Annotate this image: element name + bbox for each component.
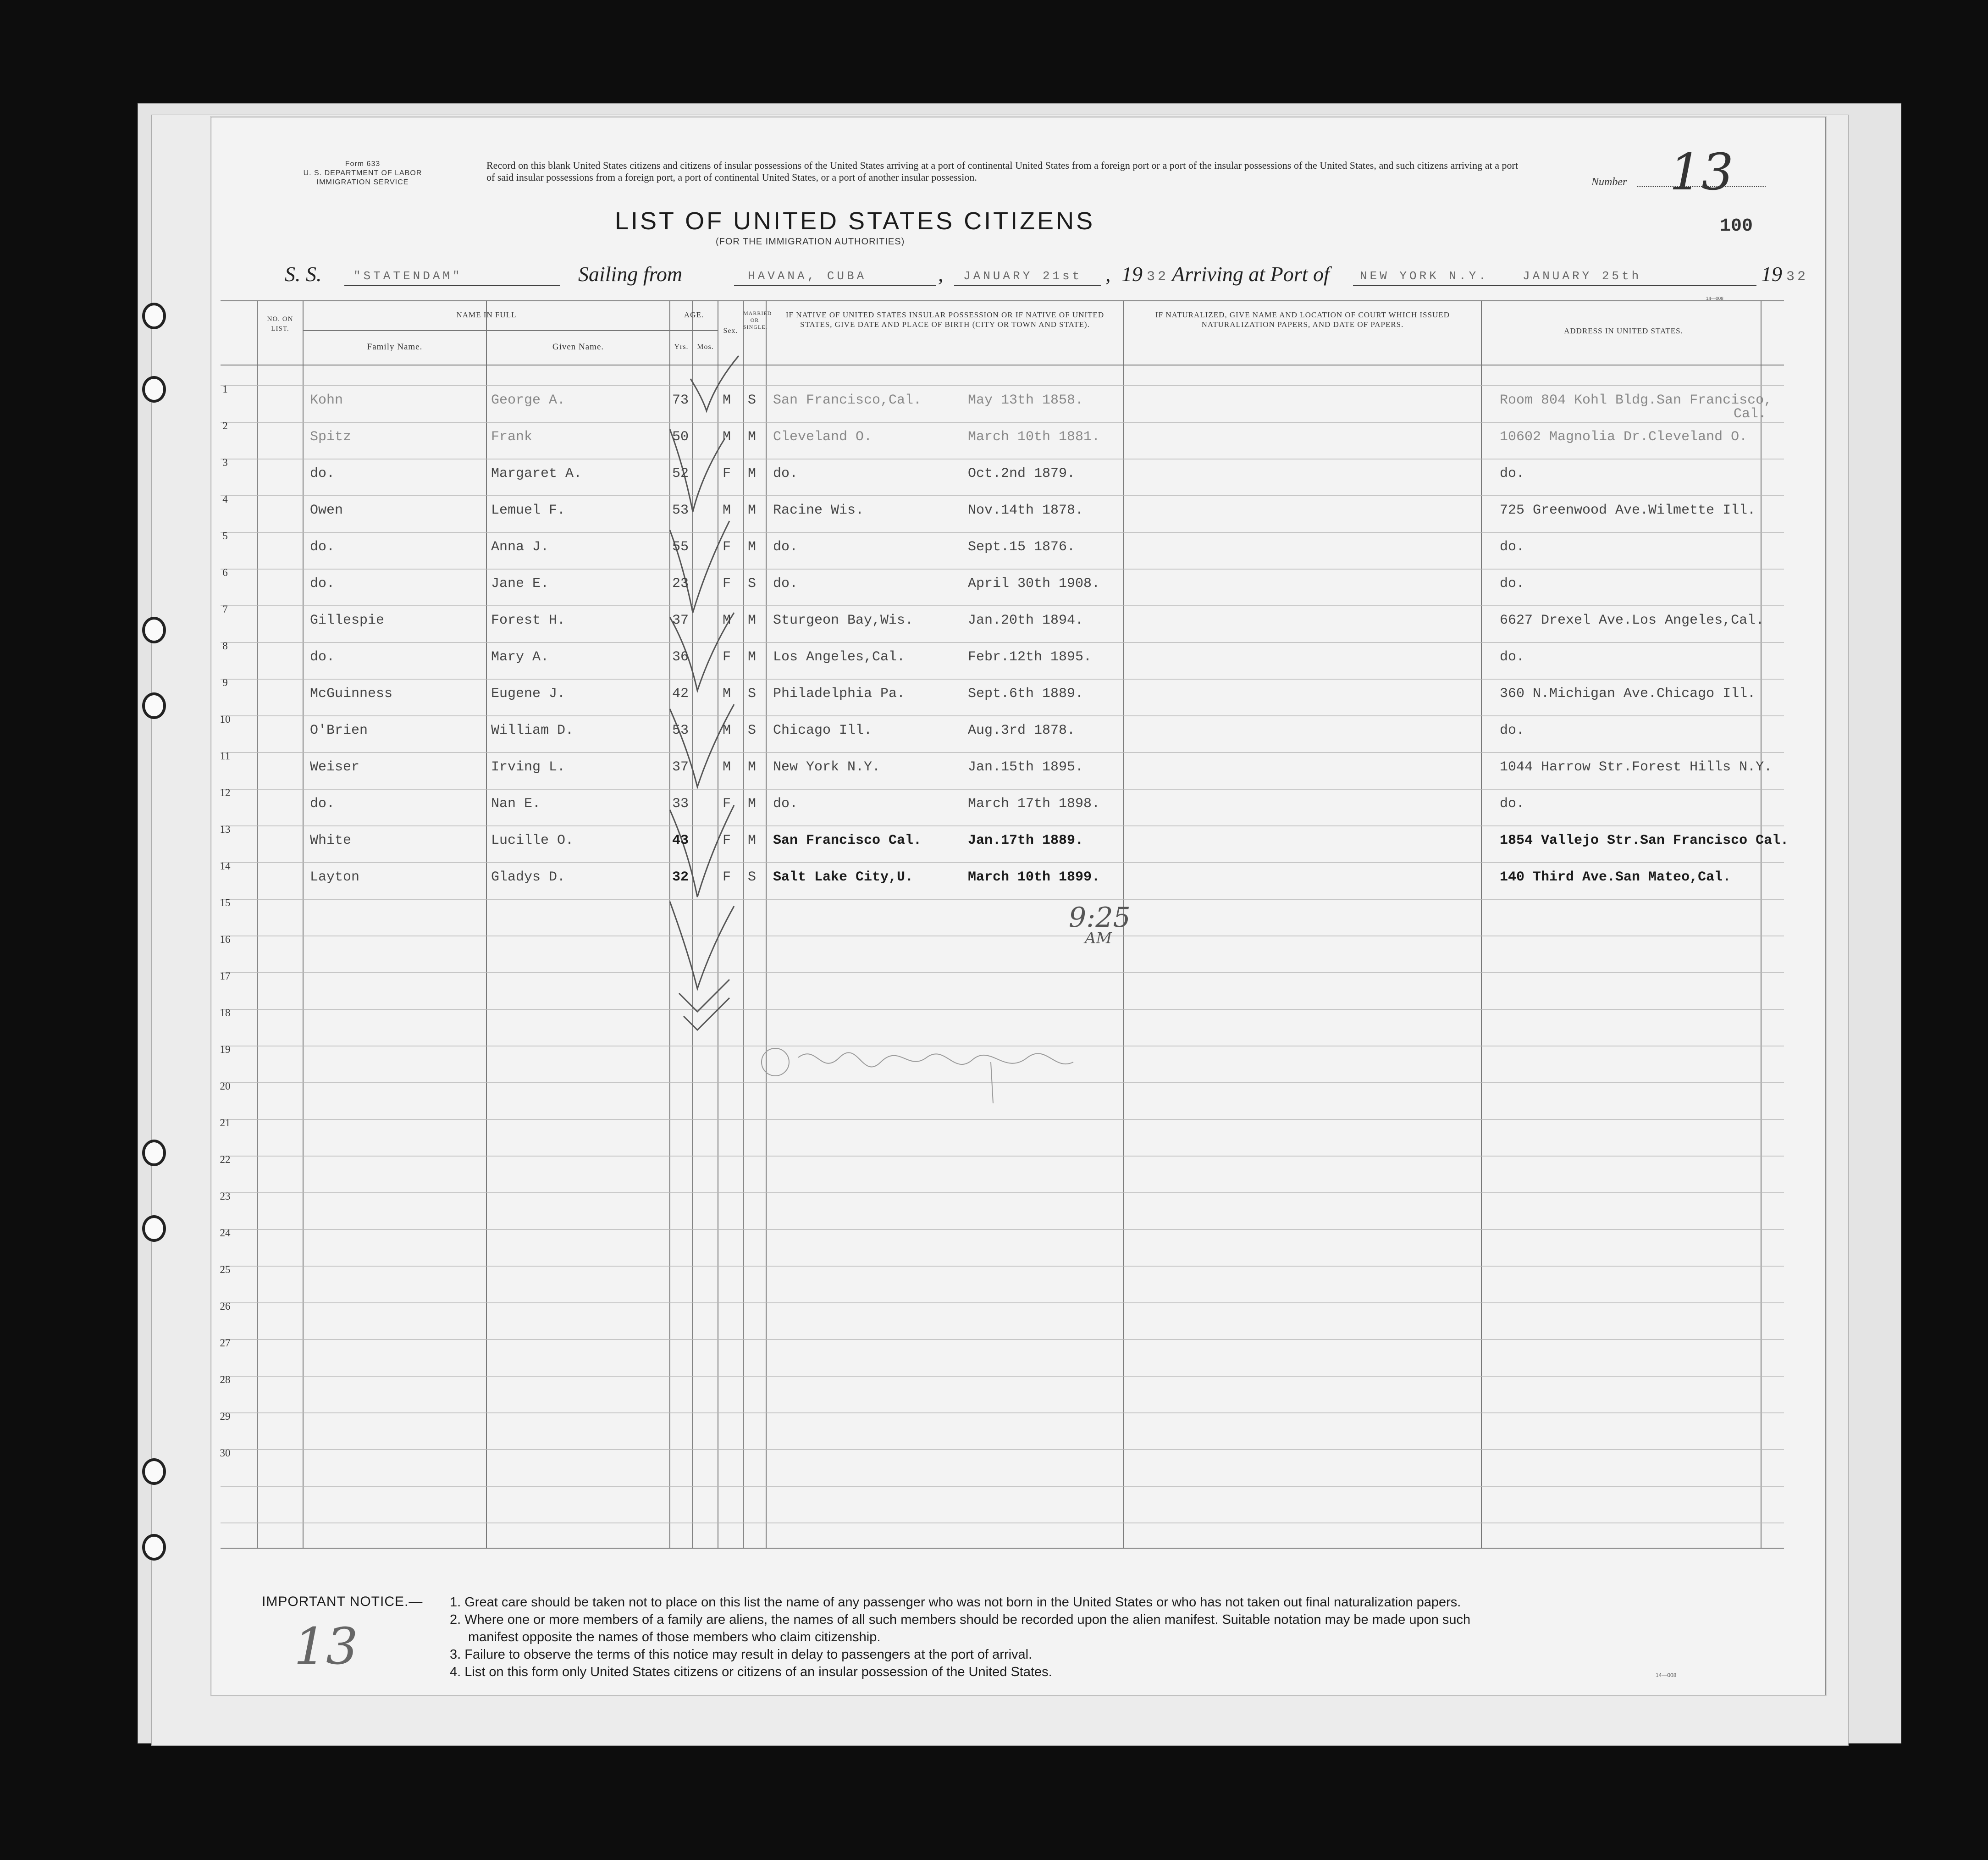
age-cell: 53 [672,723,689,738]
age-cell: 36 [672,649,689,665]
row-number: 24 [220,1227,231,1239]
row-number: 26 [220,1301,231,1312]
form-number: Form 633 [345,160,381,168]
handwritten-time: 9:25 [1069,902,1131,934]
print-code: 14—008 [1706,296,1723,301]
address-cell: do. [1500,576,1525,592]
birth-place-cell: do. [773,466,798,482]
sex-cell: F [723,833,731,848]
row-number: 10 [220,714,231,725]
given-name-cell: George A. [491,393,566,408]
binder-hole-icon [142,1140,166,1166]
age-cell: 23 [672,576,689,592]
sex-cell: F [723,576,731,592]
row-number: 14 [220,860,231,872]
marital-status-cell: M [748,429,757,445]
sex-cell: M [723,723,731,738]
sex-cell: M [723,686,731,702]
sailing-from-label: Sailing from [578,262,683,286]
birth-date-cell: Jan.15th 1895. [968,759,1084,775]
birth-date-cell: May 13th 1858. [968,393,1084,408]
birth-place-cell: New York N.Y. [773,759,881,775]
header-age: AGE. [684,310,704,319]
age-cell: 53 [672,503,689,518]
family-name-cell: Spitz [310,429,352,445]
address-cell: do. [1500,649,1525,665]
page-title: LIST OF UNITED STATES CITIZENS [615,207,1095,235]
row-number: 7 [222,603,228,615]
address-cell: 725 Greenwood Ave.Wilmette Ill. [1500,503,1756,518]
family-name-cell: do. [310,539,335,555]
department-name: U. S. DEPARTMENT OF LABOR [303,169,422,177]
birth-date-cell: Febr.12th 1895. [968,649,1092,665]
sex-cell: M [723,429,731,445]
given-name-cell: Lemuel F. [491,503,566,518]
notice-code: 14—008 [1656,1672,1677,1678]
row-number: 11 [220,750,231,762]
header-given-name: Given Name. [552,342,604,352]
sex-cell: F [723,539,731,555]
notice-line-1: 1. Great care should be taken not to place on this list the name of any passenger who was not born in the United States or who has not taken out final naturalization papers. [450,1595,1461,1610]
stamp-number: 100 [1720,216,1753,237]
birth-place-cell: do. [773,539,798,555]
given-name-cell: Irving L. [491,759,566,775]
header-native-birth: IF NATIVE OF UNITED STATES INSULAR POSSESSION OR IF NATIVE OF UNITED STATES, GIVE DATE AND PLACE OF BIRTH (CITY OR TOWN AND STATE). [785,310,1104,329]
notice-title: IMPORTANT NOTICE.— [262,1594,423,1609]
ss-label: S. S. [285,262,322,286]
birth-place-cell: San Francisco,Cal. [773,393,922,408]
family-name-cell: Owen [310,503,343,518]
birth-date-cell: Sept.6th 1889. [968,686,1084,702]
address-cell: do. [1500,539,1525,555]
age-cell: 50 [672,429,689,445]
header-family-name: Family Name. [367,342,423,352]
family-name-cell: do. [310,576,335,592]
notice-line-2: 2. Where one or more members of a family are aliens, the names of all such members should be recorded upon the alien manifest. Suitable notation may be made upon such [450,1612,1471,1627]
address-cell: 140 Third Ave.San Mateo,Cal. [1500,869,1731,885]
row-number: 15 [220,897,231,908]
given-name-cell: Forest H. [491,613,566,628]
row-number: 23 [220,1190,231,1202]
family-name-cell: do. [310,466,335,482]
row-number: 30 [220,1447,231,1459]
family-name-cell: White [310,833,352,848]
header-address: ADDRESS IN UNITED STATES. [1564,327,1683,335]
row-number: 3 [222,457,228,468]
arrival-year-prefix: 19 [1761,262,1782,286]
sex-cell: M [723,393,731,408]
notice-line-4: 4. List on this form only United States citizens or citizens of an insular possession of the United States. [450,1665,1052,1679]
marital-status-cell: S [748,723,757,738]
row-number: 13 [220,824,231,835]
number-label: Number [1591,176,1627,188]
age-cell: 52 [672,466,689,482]
marital-status-cell: M [748,503,757,518]
binder-hole-icon [142,303,166,329]
header-naturalized: IF NATURALIZED, GIVE NAME AND LOCATION OF COURT WHICH ISSUED NATURALIZATION PAPERS, AND DATE OF PAPERS. [1155,310,1450,329]
table-grid [211,117,1825,1695]
header-years: Yrs. [674,343,689,351]
binder-hole-icon [142,617,166,643]
comma: , [938,262,944,286]
birth-place-cell: Salt Lake City,U. [773,869,914,885]
marital-status-cell: S [748,869,757,885]
age-cell: 43 [672,833,689,848]
birth-place-cell: do. [773,576,798,592]
row-number: 1 [222,383,228,395]
family-name-cell: McGuinness [310,686,393,702]
address-cell: 10602 Magnolia Dr.Cleveland O. [1500,429,1748,445]
sailing-date: JANUARY 21st [963,269,1082,283]
row-number: 9 [222,677,228,688]
binder-hole-icon [142,692,166,719]
list-number: 13 [1669,143,1734,201]
comma: , [1105,262,1111,286]
row-number: 21 [220,1117,231,1129]
binder-hole-icon [142,1458,166,1485]
birth-date-cell: Jan.17th 1889. [968,833,1084,848]
given-name-cell: William D. [491,723,574,738]
sex-cell: M [723,759,731,775]
header-married-single: MARRIED OR SINGLE. [743,310,772,330]
given-name-cell: Anna J. [491,539,549,555]
given-name-cell: Jane E. [491,576,549,592]
age-cell: 55 [672,539,689,555]
manifest-sheet [211,117,1826,1695]
marital-status-cell: M [748,833,757,848]
marital-status-cell: M [748,466,757,482]
birth-date-cell: March 17th 1898. [968,796,1100,812]
birth-date-cell: March 10th 1881. [968,429,1100,445]
address-cell: Room 804 Kohl Bldg.San Francisco, [1500,393,1773,408]
given-name-cell: Nan E. [491,796,541,812]
sex-cell: F [723,869,731,885]
birth-place-cell: San Francisco Cal. [773,833,922,848]
age-cell: 73 [672,393,689,408]
header-sex: Sex. [723,327,738,335]
marital-status-cell: S [748,576,757,592]
row-number: 20 [220,1080,231,1092]
row-number: 28 [220,1374,231,1385]
family-name-cell: O'Brien [310,723,368,738]
row-number: 2 [222,420,228,432]
notice-line-3: 3. Failure to observe the terms of this notice may result in delay to passengers at the port of arrival. [450,1647,1033,1662]
row-number: 25 [220,1264,231,1275]
row-number: 18 [220,1007,231,1019]
marital-status-cell: M [748,539,757,555]
marital-status-cell: M [748,796,757,812]
marital-status-cell: S [748,686,757,702]
birth-date-cell: March 10th 1899. [968,869,1100,885]
marital-status-cell: S [748,393,757,408]
family-name-cell: do. [310,649,335,665]
birth-date-cell: Oct.2nd 1879. [968,466,1076,482]
sex-cell: M [723,503,731,518]
marital-status-cell: M [748,613,757,628]
row-number: 17 [220,970,231,982]
row-number: 22 [220,1154,231,1165]
family-name-cell: Gillespie [310,613,385,628]
margin-number: 13 [294,1617,358,1676]
sailing-year-prefix: 19 [1121,262,1143,286]
departure-port: HAVANA, CUBA [748,269,867,283]
birth-date-cell: April 30th 1908. [968,576,1100,592]
address-cell: 1854 Vallejo Str.San Francisco Cal. [1500,833,1789,848]
age-cell: 33 [672,796,689,812]
arrival-date: JANUARY 25th [1523,269,1642,283]
header-no-on-list: NO. ON LIST. [267,316,293,332]
age-cell: 32 [672,869,689,885]
row-number: 12 [220,787,231,798]
row-number: 8 [222,640,228,652]
handwritten-ampm: AM [1085,929,1112,947]
family-name-cell: Kohn [310,393,343,408]
address-cell: 1044 Harrow Str.Forest Hills N.Y. [1500,759,1773,775]
birth-date-cell: Nov.14th 1878. [968,503,1084,518]
binder-hole-icon [142,1215,166,1242]
row-number: 27 [220,1337,231,1349]
address-cell: do. [1500,796,1525,812]
age-cell: 42 [672,686,689,702]
row-number: 6 [222,567,228,578]
arrival-year: 32 [1786,269,1809,285]
arriving-label: Arriving at Port of [1172,262,1330,286]
row-number: 19 [220,1044,231,1055]
notice-line-2-cont: manifest opposite the names of those members who claim citizenship. [468,1630,881,1644]
birth-place-cell: Philadelphia Pa. [773,686,906,702]
marital-status-cell: M [748,649,757,665]
given-name-cell: Frank [491,429,533,445]
birth-place-cell: do. [773,796,798,812]
ship-name: "STATENDAM" [353,269,463,283]
row-number: 16 [220,934,231,945]
birth-place-cell: Sturgeon Bay,Wis. [773,613,914,628]
row-number: 4 [222,493,228,505]
binder-hole-icon [142,1534,166,1561]
birth-date-cell: Jan.20th 1894. [968,613,1084,628]
header-name-in-full: NAME IN FULL [456,310,517,319]
birth-place-cell: Chicago Ill. [773,723,873,738]
given-name-cell: Eugene J. [491,686,566,702]
sex-cell: F [723,466,731,482]
address-cell: do. [1500,466,1525,482]
binder-hole-icon [142,376,166,403]
address-cell: 360 N.Michigan Ave.Chicago Ill. [1500,686,1756,702]
family-name-cell: Weiser [310,759,360,775]
birth-place-cell: Los Angeles,Cal. [773,649,906,665]
sex-cell: F [723,796,731,812]
marital-status-cell: M [748,759,757,775]
birth-date-cell: Sept.15 1876. [968,539,1076,555]
given-name-cell: Lucille O. [491,833,574,848]
sailing-year: 32 [1147,269,1169,285]
birth-place-cell: Racine Wis. [773,503,864,518]
address-cell: 6627 Drexel Ave.Los Angeles,Cal. [1500,613,1764,628]
family-name-cell: Layton [310,869,360,885]
row-number: 5 [222,530,228,542]
age-cell: 37 [672,759,689,775]
given-name-cell: Gladys D. [491,869,566,885]
sex-cell: M [723,613,731,628]
page-subtitle: (FOR THE IMMIGRATION AUTHORITIES) [716,237,905,247]
age-cell: 37 [672,613,689,628]
header-months: Mos. [697,343,714,351]
given-name-cell: Margaret A. [491,466,582,482]
form-instructions: Record on this blank United States citizens and citizens of insular possessions of the United States arriving at a port of continental United States from a foreign port or a port of the insular possessions of the United States, and such citizens arriving at a port of said insular possessions from a foreign port, a port of continental United States, or a port of another insular possession. [486,160,1518,183]
address-cell: do. [1500,723,1525,738]
address-cell-continued: Cal. [1734,406,1767,422]
birth-place-cell: Cleveland O. [773,429,873,445]
sex-cell: F [723,649,731,665]
family-name-cell: do. [310,796,335,812]
service-name: IMMIGRATION SERVICE [316,178,409,186]
arrival-port: NEW YORK N.Y. [1360,269,1489,283]
row-number: 29 [220,1411,231,1422]
given-name-cell: Mary A. [491,649,549,665]
birth-date-cell: Aug.3rd 1878. [968,723,1076,738]
